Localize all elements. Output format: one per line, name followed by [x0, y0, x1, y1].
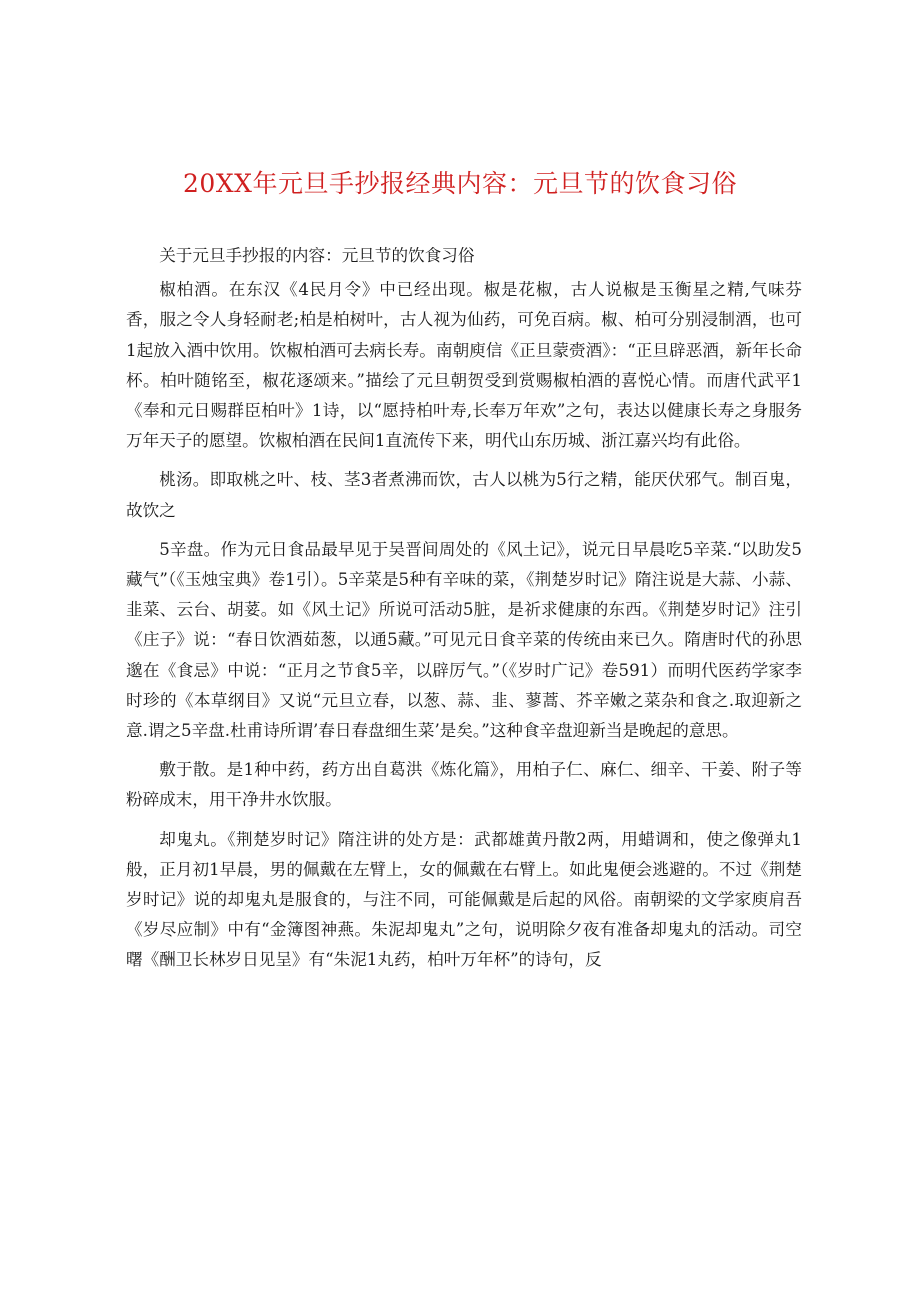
- paragraph-intro: 关于元旦手抄报的内容：元旦节的饮食习俗: [159, 246, 475, 265]
- document-title: 20XX年元旦手抄报经典内容：元旦节的饮食习俗: [183, 169, 737, 198]
- paragraph-peach-soup: 桃汤。即取桃之叶、枝、茎3者煮沸而饮，古人以桃为5行之精，能厌伏邪气。制百鬼，故饮之: [126, 470, 802, 520]
- document-body: [126, 241, 802, 985]
- paragraph-five-spice-plate: 5辛盘。作为元日食品最早见于吴晋间周处的《风土记》，说元日早晨吃5辛菜.“以助发5藏气”（《玉烛宝典》卷1引）。5辛菜是5种有辛味的菜，《荆楚岁时记》隋注说是大蒜、小蒜、韭菜、云台、胡荽。如《风土记》所说可活动5脏，是祈求健康的东西。《荆楚岁时记》注引《庄子》说：“春日饮酒茹葱，以通5藏。”可见元日食辛菜的传统由来已久。隋唐时代的孙思邈在《食忌》中说：“正月之节食5辛，以辟厉气。”（《岁时广记》卷591）而明代医药学家李时珍的《本草纲目》又说“元旦立春，以葱、蒜、韭、蓼蒿、芥辛嫩之菜杂和食之.取迎新之意.谓之5辛盘.杜甫诗所谓’春日春盘细生菜’是矣。”这种食辛盘迎新当是晚起的意思。: [126, 539, 802, 741]
- paragraph-jiaobai-wine: 椒柏酒。在东汉《4民月令》中已经出现。椒是花椒，古人说椒是玉衡星之精,气味芬香，服之令人身轻耐老;柏是柏树叶，古人视为仙药，可免百病。椒、柏可分别浸制酒，也可1起放入酒中饮用。饮椒柏酒可去病长寿。南朝庾信《正旦蒙赍酒》：“正旦辟恶酒，新年长命杯。柏叶随铭至，椒花逐颂来。”描绘了元旦朝贺受到赏赐椒柏酒的喜悦心情。而唐代武平1《奉和元日赐群臣柏叶》1诗，以“愿持柏叶寿,长奉万年欢”之句，表达以健康长寿之身服务万年天子的愿望。饮椒柏酒在民间1直流传下来，明代山东历城、浙江嘉兴均有此俗。: [126, 280, 802, 451]
- paragraph-quegui-pill: 却鬼丸。《荆楚岁时记》隋注讲的处方是：武都雄黄丹散2两，用蜡调和，使之像弹丸1般，正月初1早晨，男的佩戴在左臂上，女的佩戴在右臂上。如此鬼便会逃避的。不过《荆楚岁时记》说的却鬼丸是服食的，与注不同，可能佩戴是后起的风俗。南朝梁的文学家庾肩吾《岁尽应制》中有“金簿图神燕。朱泥却鬼丸”之句，说明除夕夜有准备却鬼丸的活动。司空曙《酬卫长林岁日见呈》有“朱泥1丸药，柏叶万年杯”的诗句，反: [126, 829, 802, 970]
- paragraph-fuyu-powder: 敷于散。是1种中药，药方出自葛洪《炼化篇》，用柏子仁、麻仁、细辛、干姜、附子等粉碎成末，用干净井水饮服。: [126, 760, 802, 810]
